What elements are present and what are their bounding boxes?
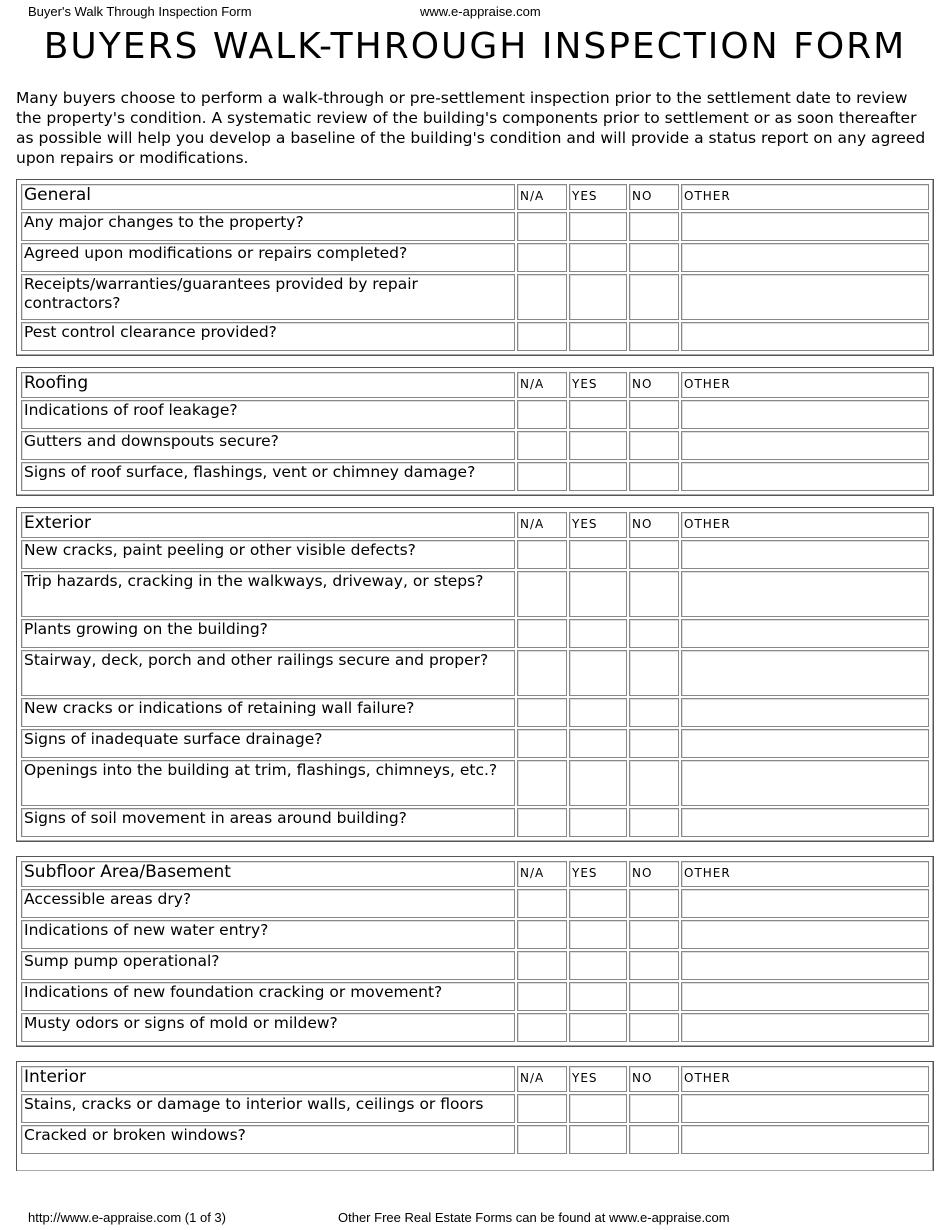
table-row bbox=[21, 729, 929, 758]
na-cell[interactable] bbox=[517, 920, 567, 949]
no-cell[interactable] bbox=[629, 243, 679, 272]
yes-cell[interactable] bbox=[569, 322, 627, 351]
table-row bbox=[21, 1125, 929, 1154]
col-other-header: OTHER bbox=[681, 861, 929, 887]
no-cell[interactable] bbox=[629, 808, 679, 837]
na-cell[interactable] bbox=[517, 462, 567, 491]
other-cell[interactable] bbox=[681, 243, 929, 272]
table-row bbox=[21, 322, 929, 351]
no-cell[interactable] bbox=[629, 571, 679, 617]
table-row bbox=[21, 1094, 929, 1123]
yes-cell[interactable] bbox=[569, 760, 627, 806]
col-yes-header: YES bbox=[569, 184, 627, 210]
table-row bbox=[21, 889, 929, 918]
na-cell[interactable] bbox=[517, 760, 567, 806]
no-cell[interactable] bbox=[629, 322, 679, 351]
other-cell[interactable] bbox=[681, 920, 929, 949]
question-label: Signs of soil movement in areas around building? bbox=[21, 808, 515, 837]
col-no-header: NO bbox=[629, 861, 679, 887]
question-label: Stairway, deck, porch and other railings secure and proper? bbox=[21, 650, 515, 696]
question-label: Indications of new water entry? bbox=[21, 920, 515, 949]
other-cell[interactable] bbox=[681, 650, 929, 696]
col-na-header: N/A bbox=[517, 372, 567, 398]
table-row bbox=[21, 698, 929, 727]
yes-cell[interactable] bbox=[569, 1125, 627, 1154]
other-cell[interactable] bbox=[681, 619, 929, 648]
yes-cell[interactable] bbox=[569, 982, 627, 1011]
question-label: Accessible areas dry? bbox=[21, 889, 515, 918]
intro-paragraph: Many buyers choose to perform a walk-through or pre-settlement inspection prior to the settlement date to review the property's condition. A systematic review of the building's components prior to settlement or as soon thereafter as possible will help you develop a baseline of the building's condition and will provide a status report on any agreed upon repairs or modifications. bbox=[16, 89, 926, 167]
other-cell[interactable] bbox=[681, 212, 929, 241]
yes-cell[interactable] bbox=[569, 889, 627, 918]
section-subfloor-basement bbox=[16, 856, 934, 1047]
other-cell[interactable] bbox=[681, 1013, 929, 1042]
question-label: Signs of roof surface, flashings, vent or chimney damage? bbox=[21, 462, 515, 491]
footer-page-url: http://www.e-appraise.com (1 of 3) bbox=[28, 1210, 226, 1225]
section-title: Roofing bbox=[21, 372, 515, 398]
question-label: Any major changes to the property? bbox=[21, 212, 515, 241]
table-row bbox=[21, 808, 929, 837]
other-cell[interactable] bbox=[681, 431, 929, 460]
other-cell[interactable] bbox=[681, 889, 929, 918]
col-yes-header: YES bbox=[569, 372, 627, 398]
table-row bbox=[21, 400, 929, 429]
col-na-header: N/A bbox=[517, 1066, 567, 1092]
na-cell[interactable] bbox=[517, 212, 567, 241]
no-cell[interactable] bbox=[629, 400, 679, 429]
na-cell[interactable] bbox=[517, 431, 567, 460]
na-cell[interactable] bbox=[517, 619, 567, 648]
na-cell[interactable] bbox=[517, 698, 567, 727]
other-cell[interactable] bbox=[681, 274, 929, 320]
no-cell[interactable] bbox=[629, 920, 679, 949]
question-label: Signs of inadequate surface drainage? bbox=[21, 729, 515, 758]
section-title: Exterior bbox=[21, 512, 515, 538]
other-cell[interactable] bbox=[681, 808, 929, 837]
no-cell[interactable] bbox=[629, 462, 679, 491]
section-interior bbox=[16, 1061, 934, 1171]
table-row bbox=[21, 982, 929, 1011]
table-row bbox=[21, 243, 929, 272]
yes-cell[interactable] bbox=[569, 808, 627, 837]
na-cell[interactable] bbox=[517, 1013, 567, 1042]
table-row bbox=[21, 431, 929, 460]
na-cell[interactable] bbox=[517, 729, 567, 758]
yes-cell[interactable] bbox=[569, 431, 627, 460]
section-roofing bbox=[16, 367, 934, 496]
section-title: Subfloor Area/Basement bbox=[21, 861, 515, 887]
col-na-header: N/A bbox=[517, 512, 567, 538]
yes-cell[interactable] bbox=[569, 400, 627, 429]
yes-cell[interactable] bbox=[569, 650, 627, 696]
na-cell[interactable] bbox=[517, 982, 567, 1011]
other-cell[interactable] bbox=[681, 760, 929, 806]
other-cell[interactable] bbox=[681, 1094, 929, 1123]
question-label: Openings into the building at trim, flashings, chimneys, etc.? bbox=[21, 760, 515, 806]
na-cell[interactable] bbox=[517, 650, 567, 696]
col-na-header: N/A bbox=[517, 861, 567, 887]
yes-cell[interactable] bbox=[569, 619, 627, 648]
question-label: Musty odors or signs of mold or mildew? bbox=[21, 1013, 515, 1042]
other-cell[interactable] bbox=[681, 462, 929, 491]
question-label: Agreed upon modifications or repairs completed? bbox=[21, 243, 515, 272]
no-cell[interactable] bbox=[629, 650, 679, 696]
yes-cell[interactable] bbox=[569, 951, 627, 980]
na-cell[interactable] bbox=[517, 889, 567, 918]
other-cell[interactable] bbox=[681, 400, 929, 429]
section-general bbox=[16, 179, 934, 356]
no-cell[interactable] bbox=[629, 540, 679, 569]
question-label: Plants growing on the building? bbox=[21, 619, 515, 648]
na-cell[interactable] bbox=[517, 322, 567, 351]
table-row bbox=[21, 1013, 929, 1042]
na-cell[interactable] bbox=[517, 243, 567, 272]
no-cell[interactable] bbox=[629, 212, 679, 241]
table-row bbox=[21, 951, 929, 980]
na-cell[interactable] bbox=[517, 274, 567, 320]
na-cell[interactable] bbox=[517, 1125, 567, 1154]
yes-cell[interactable] bbox=[569, 1094, 627, 1123]
question-label: Trip hazards, cracking in the walkways, driveway, or steps? bbox=[21, 571, 515, 617]
yes-cell[interactable] bbox=[569, 212, 627, 241]
no-cell[interactable] bbox=[629, 760, 679, 806]
table-row bbox=[21, 462, 929, 491]
col-na-header: N/A bbox=[517, 184, 567, 210]
yes-cell[interactable] bbox=[569, 243, 627, 272]
yes-cell[interactable] bbox=[569, 920, 627, 949]
other-cell[interactable] bbox=[681, 1125, 929, 1154]
no-cell[interactable] bbox=[629, 1013, 679, 1042]
col-no-header: NO bbox=[629, 1066, 679, 1092]
other-cell[interactable] bbox=[681, 322, 929, 351]
no-cell[interactable] bbox=[629, 982, 679, 1011]
col-no-header: NO bbox=[629, 184, 679, 210]
table-row bbox=[21, 760, 929, 806]
running-header-url: www.e-appraise.com bbox=[420, 4, 541, 19]
yes-cell[interactable] bbox=[569, 540, 627, 569]
no-cell[interactable] bbox=[629, 1094, 679, 1123]
footer-note: Other Free Real Estate Forms can be found at www.e-appraise.com bbox=[338, 1210, 730, 1225]
question-label: Stains, cracks or damage to interior walls, ceilings or floors bbox=[21, 1094, 515, 1123]
col-yes-header: YES bbox=[569, 1066, 627, 1092]
yes-cell[interactable] bbox=[569, 729, 627, 758]
col-other-header: OTHER bbox=[681, 372, 929, 398]
other-cell[interactable] bbox=[681, 540, 929, 569]
question-label: Indications of new foundation cracking or movement? bbox=[21, 982, 515, 1011]
col-other-header: OTHER bbox=[681, 512, 929, 538]
other-cell[interactable] bbox=[681, 982, 929, 1011]
na-cell[interactable] bbox=[517, 1094, 567, 1123]
no-cell[interactable] bbox=[629, 889, 679, 918]
no-cell[interactable] bbox=[629, 951, 679, 980]
table-row bbox=[21, 571, 929, 617]
other-cell[interactable] bbox=[681, 729, 929, 758]
running-header-title: Buyer's Walk Through Inspection Form bbox=[28, 4, 252, 19]
question-label: Sump pump operational? bbox=[21, 951, 515, 980]
question-label: Indications of roof leakage? bbox=[21, 400, 515, 429]
col-no-header: NO bbox=[629, 372, 679, 398]
question-label: Cracked or broken windows? bbox=[21, 1125, 515, 1154]
no-cell[interactable] bbox=[629, 619, 679, 648]
col-yes-header: YES bbox=[569, 512, 627, 538]
section-exterior bbox=[16, 507, 934, 842]
no-cell[interactable] bbox=[629, 274, 679, 320]
table-row bbox=[21, 274, 929, 320]
no-cell[interactable] bbox=[629, 698, 679, 727]
no-cell[interactable] bbox=[629, 431, 679, 460]
col-other-header: OTHER bbox=[681, 1066, 929, 1092]
yes-cell[interactable] bbox=[569, 274, 627, 320]
table-row bbox=[21, 619, 929, 648]
no-cell[interactable] bbox=[629, 1125, 679, 1154]
col-other-header: OTHER bbox=[681, 184, 929, 210]
section-title: General bbox=[21, 184, 515, 210]
other-cell[interactable] bbox=[681, 698, 929, 727]
na-cell[interactable] bbox=[517, 400, 567, 429]
table-row bbox=[21, 920, 929, 949]
col-yes-header: YES bbox=[569, 861, 627, 887]
yes-cell[interactable] bbox=[569, 571, 627, 617]
question-label: Pest control clearance provided? bbox=[21, 322, 515, 351]
na-cell[interactable] bbox=[517, 951, 567, 980]
other-cell[interactable] bbox=[681, 951, 929, 980]
na-cell[interactable] bbox=[517, 540, 567, 569]
yes-cell[interactable] bbox=[569, 1013, 627, 1042]
col-no-header: NO bbox=[629, 512, 679, 538]
question-label: Gutters and downspouts secure? bbox=[21, 431, 515, 460]
section-title: Interior bbox=[21, 1066, 515, 1092]
yes-cell[interactable] bbox=[569, 462, 627, 491]
no-cell[interactable] bbox=[629, 729, 679, 758]
question-label: Receipts/warranties/guarantees provided by repair contractors? bbox=[21, 274, 515, 320]
question-label: New cracks or indications of retaining wall failure? bbox=[21, 698, 515, 727]
question-label: New cracks, paint peeling or other visible defects? bbox=[21, 540, 515, 569]
na-cell[interactable] bbox=[517, 808, 567, 837]
table-row bbox=[21, 212, 929, 241]
yes-cell[interactable] bbox=[569, 698, 627, 727]
table-row bbox=[21, 650, 929, 696]
page-title: BUYERS WALK-THROUGH INSPECTION FORM bbox=[43, 26, 907, 67]
other-cell[interactable] bbox=[681, 571, 929, 617]
table-row bbox=[21, 540, 929, 569]
na-cell[interactable] bbox=[517, 571, 567, 617]
